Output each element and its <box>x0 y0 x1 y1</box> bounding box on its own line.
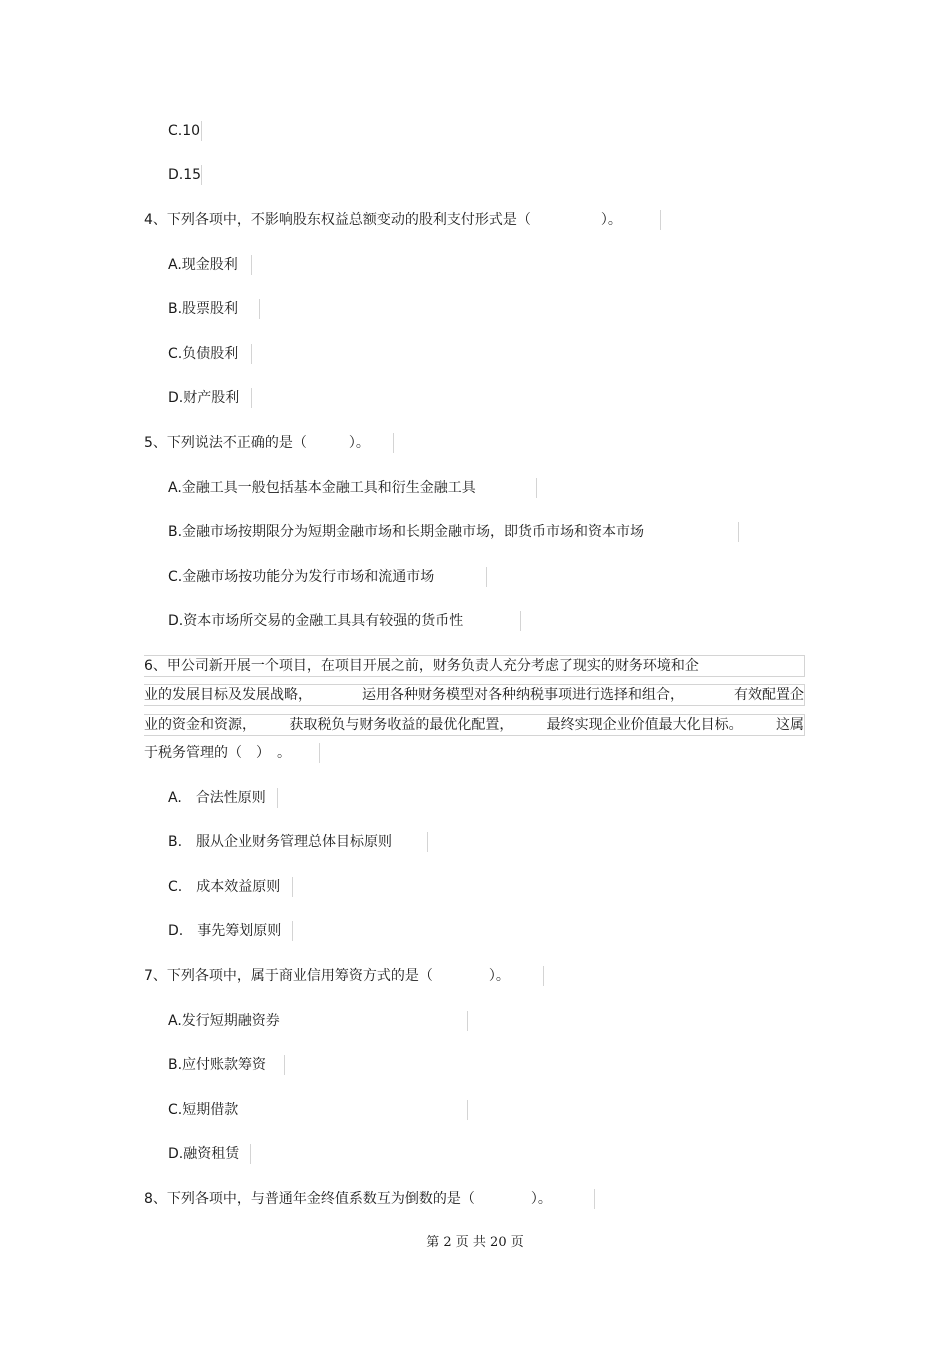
q5-option-d: D.资本市场所交易的金融工具具有较强的货币性 <box>168 611 521 631</box>
q5-option-c: C.金融市场按功能分为发行市场和流通市场 <box>168 567 487 587</box>
page-footer: 第 2 页 共 20 页 <box>426 1235 524 1250</box>
q4-option-b: B.股票股利 <box>168 299 260 319</box>
question-7-stem: 7、下列各项中，属于商业信用筹资方式的是（ ）。 <box>144 966 544 986</box>
question-6-line-3 <box>144 714 805 736</box>
q5-option-b: B.金融市场按期限分为短期金融市场和长期金融市场，即货币市场和资本市场 <box>168 522 739 542</box>
q3-option-d: D.15 <box>168 167 202 183</box>
question-6-line-1: 6、甲公司新开展一个项目，在项目开展之前，财务负责人充分考虑了现实的财务环境和企 <box>144 655 805 677</box>
q3-option-c: C.10 <box>168 123 201 139</box>
question-6-line-3-part-3: 最终实现企业价值最大化目标。 <box>546 717 743 733</box>
question-5-stem: 5、下列说法不正确的是（ ）。 <box>144 433 394 453</box>
question-6-line-2 <box>144 684 805 706</box>
q4-option-d: D.财产股利 <box>168 388 252 408</box>
question-4-stem: 4、下列各项中，不影响股东权益总额变动的股利支付形式是（ ）。 <box>144 210 661 230</box>
q7-option-b: B.应付账款筹资 <box>168 1055 285 1075</box>
q7-option-c: C.短期借款 <box>168 1100 468 1120</box>
q4-option-c: C.负债股利 <box>168 344 252 364</box>
question-6-line-3-part-2: 获取税负与财务收益的最优化配置， <box>289 717 514 733</box>
question-8-stem: 8、下列各项中，与普通年金终值系数互为倒数的是（ ）。 <box>144 1189 595 1209</box>
question-6-line-2-part-2: 运用各种财务模型对各种纳税事项进行选择和组合， <box>362 687 684 703</box>
question-6-line-4: 于税务管理的（ ） 。 <box>144 743 320 763</box>
q7-option-a: A.发行短期融资券 <box>168 1011 468 1031</box>
question-6-line-3-part-1: 业的资金和资源， <box>144 717 256 733</box>
question-6-line-2-part-1: 业的发展目标及发展战略， <box>144 687 312 703</box>
question-6-line-3-part-4: 这属 <box>775 717 804 733</box>
q6-option-d: D. 事先筹划原则 <box>168 921 293 941</box>
q5-option-a: A.金融工具一般包括基本金融工具和衍生金融工具 <box>168 478 537 498</box>
q4-option-a: A.现金股利 <box>168 255 252 275</box>
question-6-line-2-part-3: 有效配置企 <box>734 687 804 703</box>
q6-option-a: A. 合法性原则 <box>168 788 278 808</box>
q6-option-c: C. 成本效益原则 <box>168 877 293 897</box>
q7-option-d: D.融资租赁 <box>168 1144 251 1164</box>
q6-option-b: B. 服从企业财务管理总体目标原则 <box>168 832 428 852</box>
